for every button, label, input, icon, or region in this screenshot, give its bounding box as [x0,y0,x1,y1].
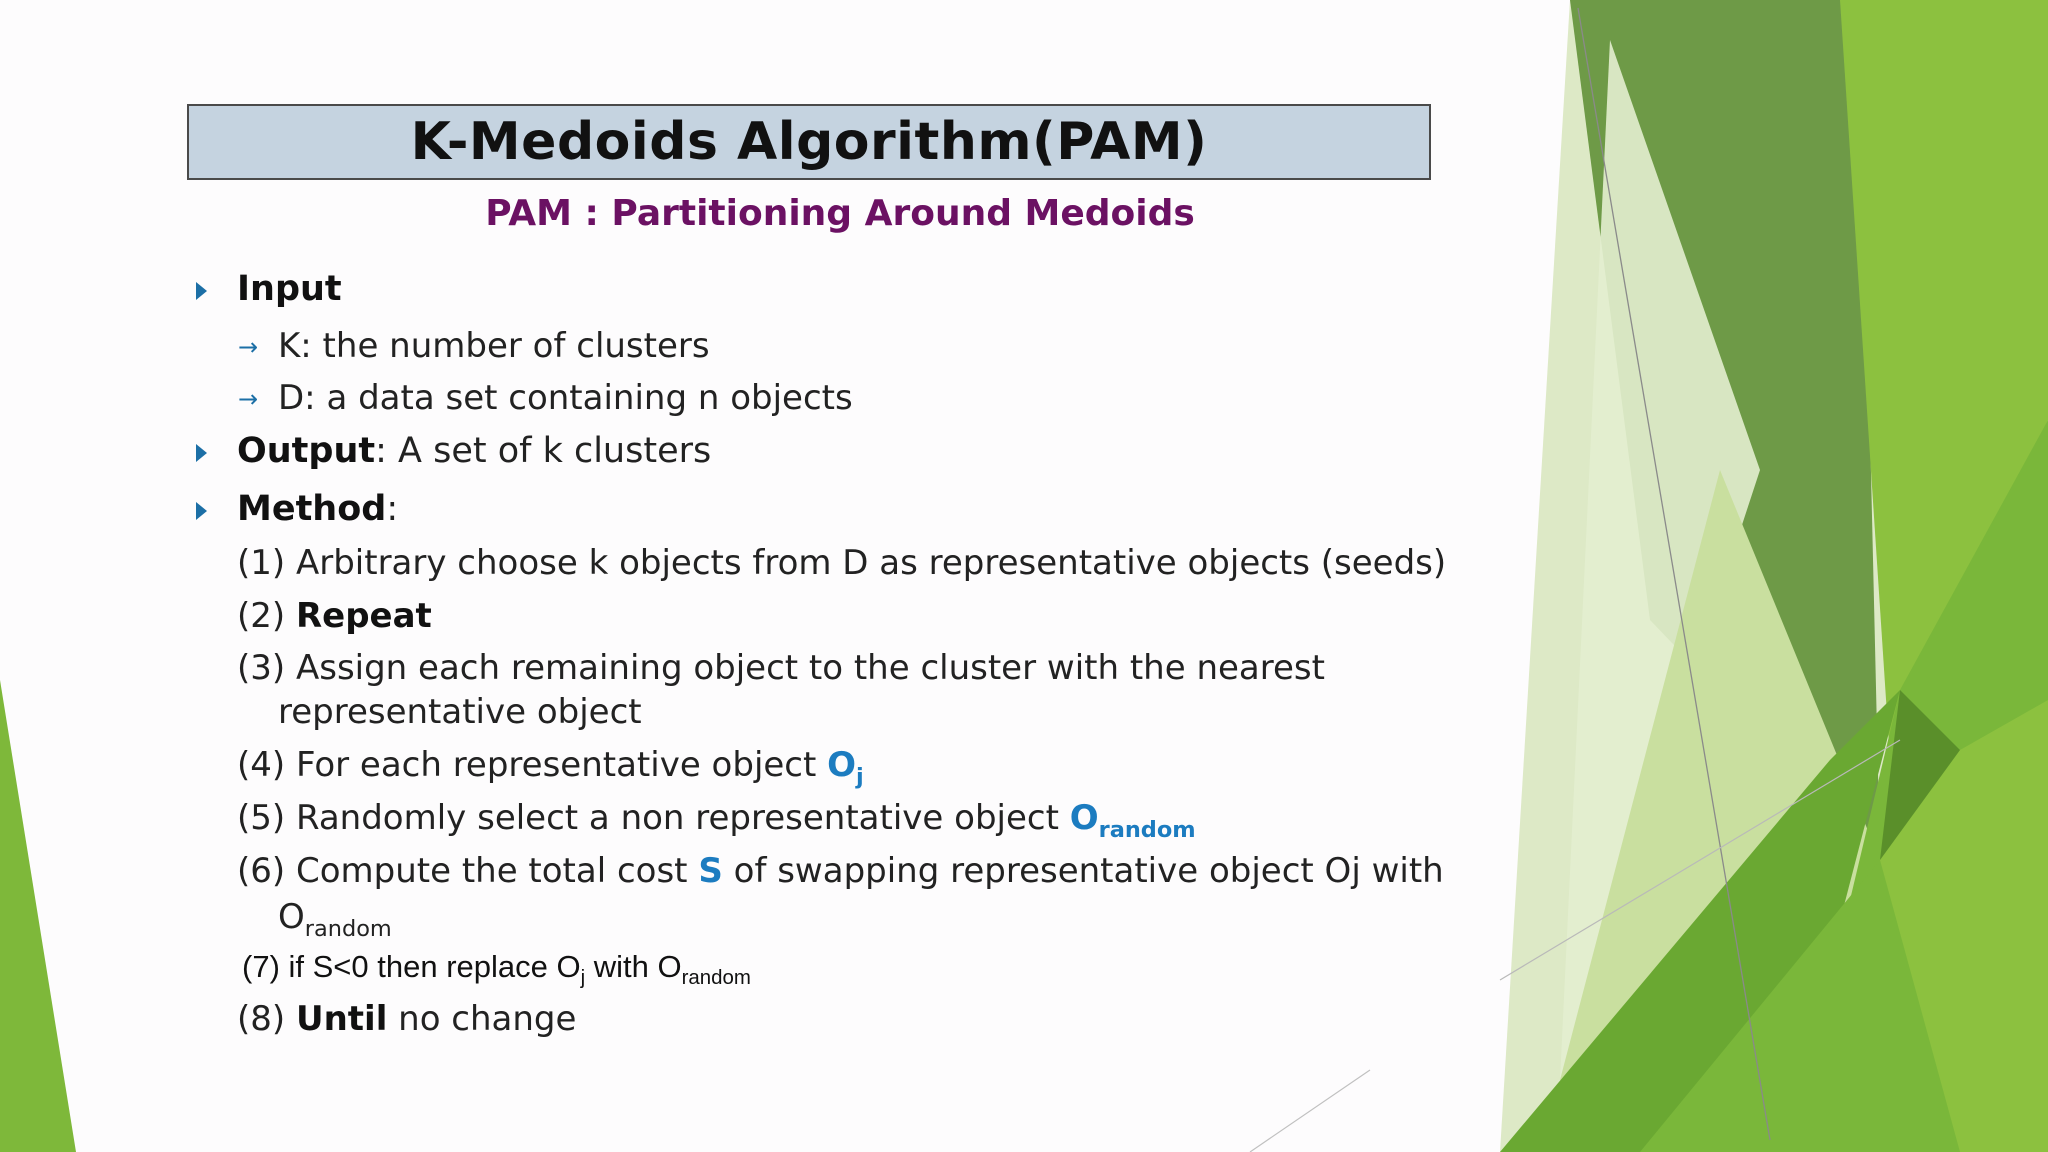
output-heading: Output [237,431,376,471]
bullet-arrow-icon [196,282,207,300]
input-heading: Input [237,269,342,309]
method-step-1: (1) Arbitrary choose k objects from D as representative objects (seeds) [237,543,1447,583]
orandom-symbol: $O_{random}$ [1069,798,1196,843]
sub-bullet-arrow-icon: → [238,385,259,413]
method-step-6-cont: $O_{random}$ [278,897,392,942]
title-box [187,104,1431,180]
method-step-6: (6) Compute the total cost S of swapping representative object Oj with [237,851,1444,891]
method-step-4: (4) For each representative object $O_j$ [237,745,864,790]
output-line [237,429,711,473]
slide-subtitle: PAM : Partitioning Around Medoids [485,193,1195,234]
oj-symbol: $O_j$ [827,745,864,790]
input-item-k: K: the number of clusters [278,326,710,366]
input-item-d: D: a data set containing n objects [278,378,853,418]
until-keyword: Until [295,999,388,1039]
cost-symbol: S [698,851,723,891]
method-step-3: (3) Assign each remaining object to the cluster with the nearest [237,648,1325,688]
bullet-arrow-icon [196,502,207,520]
method-colon: : [386,489,399,529]
method-step-7: (7) if S<0 then replace $O_j$ with $O_{random}$ [242,949,751,990]
method-step-8: (8) Until no change [237,999,577,1039]
output-text: : A set of k clusters [375,431,712,471]
method-step-2: (2) Repeat [237,596,432,636]
bullet-arrow-icon [196,444,207,462]
method-heading: Method [237,489,387,529]
repeat-keyword: Repeat [295,596,432,636]
method-line [237,487,398,531]
slide-title: K-Medoids Algorithm(PAM) [410,112,1208,172]
method-step-5: (5) Randomly select a non representative object $O_{random}$ [237,798,1196,843]
sub-bullet-arrow-icon: → [238,333,259,361]
method-step-3-cont: representative object [278,692,642,732]
